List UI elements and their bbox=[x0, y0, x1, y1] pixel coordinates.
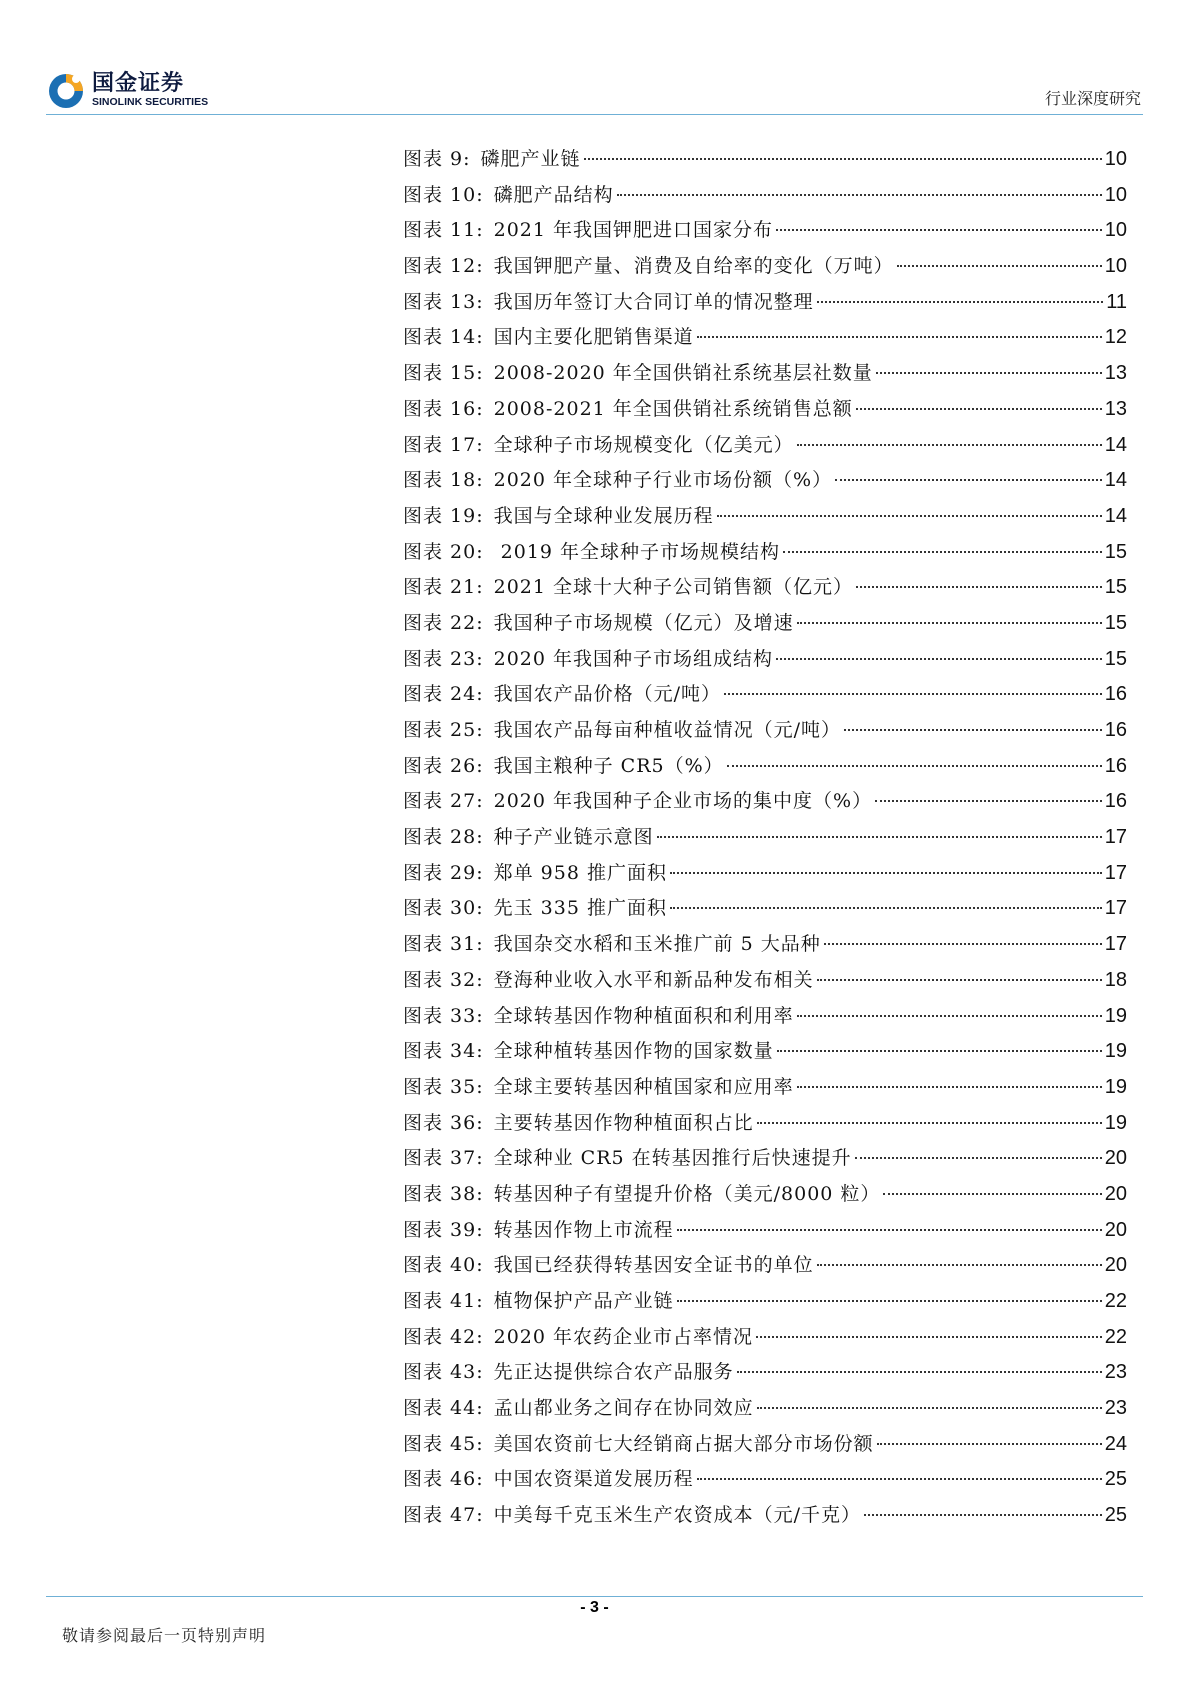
toc-entry-page: 15 bbox=[1104, 576, 1127, 599]
toc-entry-label: 图表 44: bbox=[403, 1397, 484, 1420]
toc-entry[interactable] bbox=[403, 1357, 1127, 1393]
toc-entry[interactable] bbox=[403, 1322, 1127, 1358]
toc-entry-page: 20 bbox=[1104, 1147, 1127, 1170]
toc-entry[interactable] bbox=[403, 1179, 1127, 1215]
toc-entry-title: 种子产业链示意图 bbox=[493, 826, 654, 849]
toc-entry-title: 国内主要化肥销售渠道 bbox=[493, 326, 694, 349]
toc-entry[interactable] bbox=[403, 929, 1127, 965]
toc-entry-page: 25 bbox=[1104, 1504, 1127, 1527]
toc-entry[interactable] bbox=[403, 358, 1127, 394]
toc-entry[interactable] bbox=[403, 251, 1127, 287]
toc-entry-label: 图表 37: bbox=[403, 1147, 484, 1170]
toc-entry[interactable] bbox=[403, 1215, 1127, 1251]
toc-entry[interactable] bbox=[403, 1143, 1127, 1179]
toc-entry-page: 15 bbox=[1104, 540, 1127, 563]
toc-entry-page: 10 bbox=[1104, 148, 1127, 170]
toc-entry-title: 我国主粮种子 CR5（%） bbox=[493, 754, 724, 777]
logo-english-name: SINOLINK SECURITIES bbox=[92, 96, 209, 108]
toc-entry-title: 主要转基因作物种植面积占比 bbox=[493, 1111, 754, 1134]
toc-entry[interactable] bbox=[403, 786, 1127, 822]
toc-entry-page: 16 bbox=[1104, 754, 1127, 777]
toc-entry-title: 全球主要转基因种植国家和应用率 bbox=[493, 1075, 794, 1098]
toc-entry-title: 我国已经获得转基因安全证书的单位 bbox=[493, 1254, 814, 1277]
toc-entry-title: 我国农产品价格（元/吨） bbox=[493, 683, 722, 706]
toc-entry-title: 2020 年我国种子市场组成结构 bbox=[493, 647, 774, 670]
toc-leader-dots bbox=[677, 1229, 1102, 1231]
report-category: 行业深度研究 bbox=[1044, 89, 1141, 108]
toc-leader-dots bbox=[817, 301, 1104, 303]
toc-entry-title: 磷肥产品结构 bbox=[493, 183, 614, 206]
toc-entry-label: 图表 25: bbox=[403, 719, 484, 741]
toc-entry-label: 图表 40: bbox=[403, 1254, 484, 1277]
toc-entry[interactable] bbox=[403, 822, 1127, 858]
toc-entry-title: 2020 年我国种子企业市场的集中度（%） bbox=[493, 790, 873, 813]
toc-leader-dots bbox=[883, 1193, 1101, 1195]
company-logo bbox=[46, 68, 208, 112]
toc-entry-page: 10 bbox=[1104, 219, 1127, 242]
toc-entry-label: 图表 26: bbox=[403, 754, 484, 777]
toc-entry[interactable] bbox=[403, 751, 1127, 787]
toc-entry-label: 图表 27: bbox=[403, 790, 484, 813]
toc-entry-page: 22 bbox=[1104, 1290, 1127, 1312]
toc-entry-page: 24 bbox=[1104, 1432, 1127, 1455]
toc-entry-page: 14 bbox=[1104, 469, 1127, 492]
toc-entry-label: 图表 46: bbox=[403, 1468, 484, 1491]
toc-leader-dots bbox=[897, 265, 1102, 267]
toc-leader-dots bbox=[856, 408, 1102, 410]
toc-leader-dots bbox=[797, 1015, 1102, 1017]
toc-entry-label: 图表 30: bbox=[403, 897, 484, 920]
toc-entry-title: 我国农产品每亩种植收益情况（元/吨） bbox=[493, 719, 842, 741]
toc-entry[interactable] bbox=[403, 1036, 1127, 1072]
toc-entry[interactable] bbox=[403, 858, 1127, 894]
toc-entry-label: 图表 23: bbox=[403, 647, 484, 670]
toc-entry-page: 12 bbox=[1104, 326, 1127, 349]
toc-entry[interactable] bbox=[403, 537, 1127, 573]
toc-entry-label: 图表 39: bbox=[403, 1218, 484, 1241]
toc-entry[interactable] bbox=[403, 572, 1127, 608]
toc-entry-label: 图表 38: bbox=[403, 1182, 484, 1205]
toc-entry-label: 图表 15: bbox=[403, 362, 484, 385]
logo-chinese-name: 国金证券 bbox=[92, 71, 185, 96]
toc-entry-page: 18 bbox=[1104, 968, 1127, 991]
disclaimer-text: 敬请参阅最后一页特别声明 bbox=[62, 1626, 267, 1645]
toc-entry-label: 图表 16: bbox=[403, 397, 484, 420]
toc-leader-dots bbox=[817, 1264, 1102, 1266]
toc-entry-title: 转基因种子有望提升价格（美元/8000 粒） bbox=[493, 1182, 881, 1205]
toc-entry-title: 我国杂交水稻和玉米推广前 5 大品种 bbox=[493, 933, 821, 956]
toc-entry-page: 20 bbox=[1104, 1254, 1127, 1277]
toc-entry-title: 2019 年全球种子市场规模结构 bbox=[493, 540, 781, 563]
toc-leader-dots bbox=[724, 693, 1102, 695]
toc-entry[interactable] bbox=[403, 1001, 1127, 1037]
toc-entry[interactable] bbox=[403, 322, 1127, 358]
toc-leader-dots bbox=[877, 1443, 1102, 1445]
toc-leader-dots bbox=[864, 1514, 1102, 1516]
toc-leader-dots bbox=[817, 979, 1102, 981]
toc-entry-page: 15 bbox=[1104, 611, 1127, 634]
toc-leader-dots bbox=[876, 372, 1102, 374]
toc-entry-page: 17 bbox=[1104, 826, 1127, 849]
toc-leader-dots bbox=[797, 444, 1102, 446]
toc-entry-title: 孟山都业务之间存在协同效应 bbox=[493, 1397, 754, 1420]
toc-leader-dots bbox=[584, 158, 1102, 160]
toc-leader-dots bbox=[824, 943, 1102, 945]
toc-entry-page: 16 bbox=[1104, 790, 1127, 813]
toc-entry-title: 先正达提供综合农产品服务 bbox=[493, 1361, 734, 1384]
toc-entry-label: 图表 13: bbox=[403, 290, 484, 313]
toc-leader-dots bbox=[756, 1336, 1102, 1338]
toc-entry-label: 图表 42: bbox=[403, 1325, 484, 1348]
toc-entry-label: 图表 24: bbox=[403, 683, 484, 706]
toc-entry-label: 图表 36: bbox=[403, 1111, 484, 1134]
toc-entry-page: 16 bbox=[1104, 683, 1127, 706]
toc-leader-dots bbox=[776, 658, 1102, 660]
toc-leader-dots bbox=[727, 765, 1102, 767]
toc-entry-label: 图表 9: bbox=[403, 148, 471, 170]
toc-entry[interactable] bbox=[403, 1286, 1127, 1322]
toc-entry-page: 19 bbox=[1104, 1075, 1127, 1098]
toc-entry-title: 中国农资渠道发展历程 bbox=[493, 1468, 694, 1491]
toc-leader-dots bbox=[670, 872, 1102, 874]
toc-entry-label: 图表 32: bbox=[403, 968, 484, 991]
toc-entry[interactable] bbox=[403, 287, 1127, 323]
toc-entry[interactable] bbox=[403, 501, 1127, 537]
toc-entry-page: 19 bbox=[1104, 1111, 1127, 1134]
toc-entry[interactable] bbox=[403, 1393, 1127, 1429]
toc-entry-page: 11 bbox=[1106, 290, 1127, 313]
toc-entry[interactable] bbox=[403, 1500, 1127, 1536]
toc-leader-dots bbox=[777, 1050, 1102, 1052]
toc-entry-title: 先玉 335 推广面积 bbox=[493, 897, 667, 920]
toc-leader-dots bbox=[855, 1157, 1102, 1159]
toc-entry-page: 23 bbox=[1104, 1361, 1127, 1384]
toc-entry[interactable] bbox=[403, 144, 1127, 180]
toc-leader-dots bbox=[875, 800, 1102, 802]
toc-entry-page: 16 bbox=[1104, 719, 1127, 741]
toc-leader-dots bbox=[737, 1371, 1102, 1373]
toc-entry-page: 10 bbox=[1104, 183, 1127, 206]
footer-divider bbox=[46, 1596, 1143, 1597]
toc-entry-label: 图表 45: bbox=[403, 1432, 484, 1455]
toc-entry-page: 10 bbox=[1104, 255, 1127, 278]
toc-entry-label: 图表 43: bbox=[403, 1361, 484, 1384]
toc-leader-dots bbox=[677, 1300, 1102, 1302]
toc-entry[interactable] bbox=[403, 465, 1127, 501]
toc-entry-page: 14 bbox=[1104, 504, 1127, 527]
toc-entry[interactable] bbox=[403, 430, 1127, 466]
toc-entry-label: 图表 22: bbox=[403, 611, 484, 634]
toc-entry-page: 17 bbox=[1104, 861, 1127, 884]
toc-entry-label: 图表 11: bbox=[403, 219, 484, 242]
toc-entry[interactable] bbox=[403, 180, 1127, 216]
toc-leader-dots bbox=[657, 836, 1102, 838]
toc-entry-label: 图表 29: bbox=[403, 861, 484, 884]
sinolink-logo-icon bbox=[46, 70, 86, 110]
toc-entry-page: 19 bbox=[1104, 1040, 1127, 1063]
toc-entry-page: 25 bbox=[1104, 1468, 1127, 1491]
toc-entry-page: 17 bbox=[1104, 933, 1127, 956]
toc-entry-page: 23 bbox=[1104, 1397, 1127, 1420]
toc-entry-label: 图表 35: bbox=[403, 1075, 484, 1098]
toc-entry-title: 我国与全球种业发展历程 bbox=[493, 504, 714, 527]
toc-entry-title: 美国农资前七大经销商占据大部分市场份额 bbox=[493, 1432, 874, 1455]
figure-list bbox=[403, 144, 1127, 1536]
toc-entry-page: 17 bbox=[1104, 897, 1127, 920]
toc-entry[interactable] bbox=[403, 1108, 1127, 1144]
toc-entry-page: 22 bbox=[1104, 1325, 1127, 1348]
toc-entry[interactable] bbox=[403, 679, 1127, 715]
toc-leader-dots bbox=[835, 479, 1102, 481]
toc-entry[interactable] bbox=[403, 715, 1127, 751]
toc-entry-page: 14 bbox=[1104, 433, 1127, 456]
toc-leader-dots bbox=[670, 907, 1102, 909]
page-number: - 3 - bbox=[580, 1599, 609, 1616]
toc-entry-label: 图表 20: bbox=[403, 540, 484, 563]
toc-entry[interactable] bbox=[403, 1250, 1127, 1286]
toc-leader-dots bbox=[697, 336, 1102, 338]
toc-entry-title: 2020 年农药企业市占率情况 bbox=[493, 1325, 754, 1348]
toc-entry-title: 磷肥产业链 bbox=[480, 148, 581, 170]
toc-leader-dots bbox=[776, 229, 1102, 231]
toc-entry-label: 图表 18: bbox=[403, 469, 484, 492]
toc-entry[interactable] bbox=[403, 215, 1127, 251]
toc-entry[interactable] bbox=[403, 394, 1127, 430]
toc-entry[interactable] bbox=[403, 1072, 1127, 1108]
toc-entry-page: 13 bbox=[1104, 362, 1127, 385]
toc-entry-label: 图表 31: bbox=[403, 933, 484, 956]
toc-entry-title: 全球种植转基因作物的国家数量 bbox=[493, 1040, 774, 1063]
toc-entry-title: 我国钾肥产量、消费及自给率的变化（万吨） bbox=[493, 255, 894, 278]
toc-entry-page: 19 bbox=[1104, 1004, 1127, 1027]
toc-entry-title: 中美每千克玉米生产农资成本（元/千克） bbox=[493, 1504, 862, 1527]
toc-leader-dots bbox=[757, 1122, 1102, 1124]
toc-leader-dots bbox=[797, 622, 1102, 624]
toc-entry-title: 植物保护产品产业链 bbox=[493, 1290, 674, 1312]
toc-entry[interactable] bbox=[403, 608, 1127, 644]
toc-entry-label: 图表 21: bbox=[403, 576, 484, 599]
toc-entry[interactable] bbox=[403, 1429, 1127, 1465]
header-divider bbox=[46, 114, 1143, 115]
toc-leader-dots bbox=[697, 1478, 1102, 1480]
toc-entry-title: 2008-2021 年全国供销社系统销售总额 bbox=[493, 397, 853, 420]
toc-entry-label: 图表 34: bbox=[403, 1040, 484, 1063]
toc-entry-title: 郑单 958 推广面积 bbox=[493, 861, 667, 884]
toc-entry-page: 20 bbox=[1104, 1218, 1127, 1241]
toc-entry-label: 图表 19: bbox=[403, 504, 484, 527]
toc-leader-dots bbox=[797, 1086, 1102, 1088]
toc-leader-dots bbox=[856, 586, 1102, 588]
toc-entry-title: 我国历年签订大合同订单的情况整理 bbox=[493, 290, 814, 313]
toc-leader-dots bbox=[844, 729, 1102, 731]
toc-entry-title: 我国种子市场规模（亿元）及增速 bbox=[493, 611, 794, 634]
toc-entry-label: 图表 12: bbox=[403, 255, 484, 278]
toc-entry-title: 2008-2020 年全国供销社系统基层社数量 bbox=[493, 362, 873, 385]
toc-leader-dots bbox=[617, 194, 1102, 196]
toc-leader-dots bbox=[717, 515, 1102, 517]
toc-entry[interactable] bbox=[403, 1464, 1127, 1500]
toc-entry-title: 全球种子市场规模变化（亿美元） bbox=[493, 433, 794, 456]
toc-entry-title: 登海种业收入水平和新品种发布相关 bbox=[493, 968, 814, 991]
toc-entry-title: 全球种业 CR5 在转基因推行后快速提升 bbox=[493, 1147, 852, 1170]
toc-entry-label: 图表 17: bbox=[403, 433, 484, 456]
toc-entry-page: 13 bbox=[1104, 397, 1127, 420]
toc-entry-label: 图表 28: bbox=[403, 826, 484, 849]
toc-entry-label: 图表 33: bbox=[403, 1004, 484, 1027]
toc-entry-title: 全球转基因作物种植面积和利用率 bbox=[493, 1004, 794, 1027]
toc-entry-title: 2020 年全球种子行业市场份额（%） bbox=[493, 469, 833, 492]
toc-entry[interactable] bbox=[403, 893, 1127, 929]
toc-entry-label: 图表 41: bbox=[403, 1290, 484, 1312]
toc-entry-title: 2021 全球十大种子公司销售额（亿元） bbox=[493, 576, 854, 599]
toc-entry-label: 图表 14: bbox=[403, 326, 484, 349]
toc-entry-title: 转基因作物上市流程 bbox=[493, 1218, 674, 1241]
toc-entry[interactable] bbox=[403, 644, 1127, 680]
toc-entry[interactable] bbox=[403, 965, 1127, 1001]
toc-entry-page: 20 bbox=[1104, 1182, 1127, 1205]
toc-entry-page: 15 bbox=[1104, 647, 1127, 670]
toc-entry-label: 图表 47: bbox=[403, 1504, 484, 1527]
toc-leader-dots bbox=[783, 551, 1102, 553]
toc-entry-title: 2021 年我国钾肥进口国家分布 bbox=[493, 219, 774, 242]
toc-entry-label: 图表 10: bbox=[403, 183, 484, 206]
toc-leader-dots bbox=[757, 1407, 1102, 1409]
